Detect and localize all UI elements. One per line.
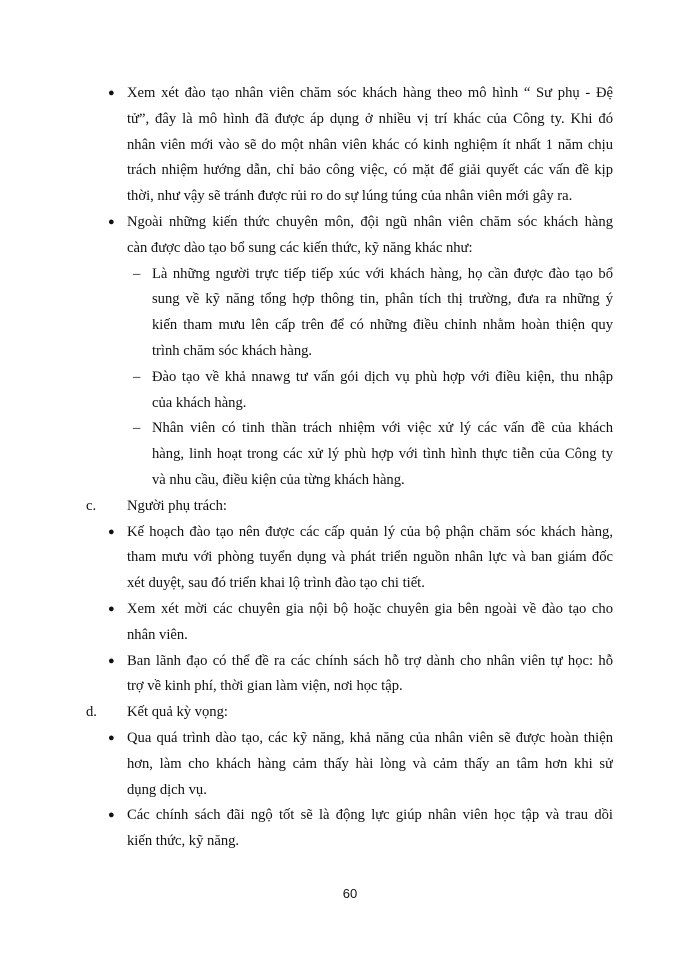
dash-icon: – (133, 420, 141, 437)
dash-icon: – (133, 368, 141, 385)
paragraph-line: Đào tạo về khả nnawg tư vấn gói dịch vụ phù hợp với điều kiện, thu nhập (152, 368, 613, 385)
bullet-icon: ● (108, 603, 115, 615)
paragraph-line: Qua quá trình dào tạo, các kỹ năng, khả năng của nhân viên sẽ được hoàn thiện (127, 730, 613, 746)
paragraph-line: dụng dịch vụ. (127, 781, 207, 798)
paragraph-line: Ban lãnh đạo có thể đề ra các chính sách hỗ trợ dành cho nhân viên tự học: hỗ (127, 652, 613, 669)
paragraph-line: hàng, linh hoạt trong các xử lý phù hợp với tình hình thực tiễn của Công ty (152, 446, 613, 463)
bullet-icon: ● (108, 732, 115, 744)
paragraph-line: Ngoài những kiến thức chuyên môn, đội ngũ nhân viên chăm sóc khách hàng (127, 214, 613, 230)
bullet-icon: ● (108, 809, 115, 822)
paragraph-line: Xem xét mời các chuyên gia nội bộ hoặc chuyên gia bên ngoài về đào tạo cho (127, 601, 613, 617)
paragraph-line: sung về kỹ năng tổng hợp thông tin, phân tích thị trường, đưa ra những ý (152, 291, 613, 308)
paragraph-line: hơn, làm cho khách hàng cảm thấy hài lòng và cảm thấy an tâm hơn khi sử (127, 755, 613, 772)
paragraph-line: càn được dào tạo bổ sung các kiến thức, kỹ năng khác như: (127, 239, 473, 256)
paragraph-line: trình chăm sóc khách hàng. (152, 343, 313, 359)
paragraph-line: tử”, đây là mô hình đã được áp dụng ở nhiều vị trí khác của Công ty. Khi đó (127, 110, 613, 127)
paragraph-line: thời, như vậy sẽ tránh được rủi ro do sự lúng túng của nhân viên mới gây ra. (127, 188, 573, 205)
paragraph-line: nhân viên mới vào sẽ do một nhân viên khác có kinh nghiệm ít nhất 1 năm chịu (127, 136, 613, 153)
page-number: 60 (342, 886, 358, 901)
paragraph-line: của khách hàng. (152, 394, 247, 411)
paragraph-line: Kế hoạch đào tạo nên được các cấp quản lý của bộ phận chăm sóc khách hàng, (127, 523, 613, 540)
section-label: c. (86, 497, 97, 514)
bullet-icon: ● (108, 525, 115, 538)
paragraph-line: trợ về kinh phí, thời gian làm viện, nơi học tập. (127, 678, 403, 695)
section-label: d. (86, 704, 97, 721)
section-heading: Người phụ trách: (127, 497, 227, 514)
section-heading: Kết quả kỳ vọng: (127, 704, 228, 721)
bullet-icon: ● (108, 654, 115, 667)
paragraph-line: xét duyệt, sau đó triển khai lộ trình đào tạo chi tiết. (127, 575, 425, 592)
paragraph-line: kiến tham mưu lên cấp trên để có những điều chỉnh nhằm hoàn thiện quy (152, 317, 613, 334)
paragraph-line: Các chính sách đãi ngộ tốt sẽ là động lực giúp nhân viên học tập và trau dồi (127, 807, 613, 824)
paragraph-line: kiến thức, kỹ năng. (127, 833, 240, 850)
bullet-icon: ● (108, 87, 115, 99)
dash-icon: – (133, 265, 141, 282)
paragraph-line: Là những người trực tiếp tiếp xúc với khách hàng, họ cần được đào tạo bổ (152, 265, 613, 282)
paragraph-line: Nhân viên có tinh thần trách nhiệm với việc xử lý các vấn đề của khách (152, 420, 613, 437)
paragraph-line: trách nhiệm hướng dẫn, chỉ bảo công việc, có mặt để giải quyết các vấn đề kịp (127, 162, 613, 179)
paragraph-line: tham mưu với phòng tuyển dụng và phát triển nguồn nhân lực và ban giám đốc (127, 549, 613, 566)
paragraph-line: Xem xét đào tạo nhân viên chăm sóc khách hàng theo mô hình “ Sư phụ - Đệ (127, 85, 613, 101)
bullet-icon: ● (108, 216, 115, 228)
paragraph-line: và nhu cầu, điều kiện của từng khách hàng. (152, 472, 405, 488)
paragraph-line: nhân viên. (127, 626, 188, 643)
